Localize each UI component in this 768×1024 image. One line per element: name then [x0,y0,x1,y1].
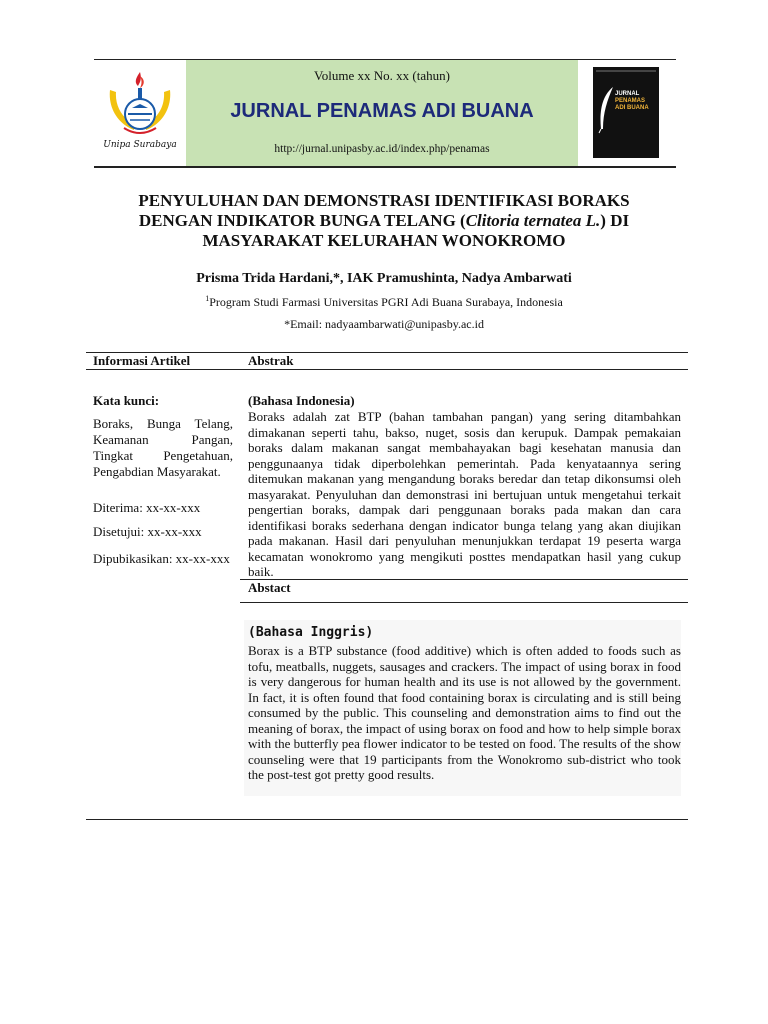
keywords-heading: Kata kunci: [93,393,160,408]
corresponding-email[interactable]: *Email: nadyaambarwati@unipasby.ac.id [284,317,484,331]
received-date: Diterima: xx-xx-xxx [93,500,201,515]
title-species: Clitoria ternatea L. [465,211,601,230]
authors: Prisma Trida Hardani,*, IAK Pramushinta, Nadya Ambarwati [196,271,572,286]
abstract-id-text: Boraks adalah zat BTP (bahan tambahan pangan) yang sering ditambahkan dimakanan seperti tahu, bakso, nuget, sosis dan kerupuk. Dampak pemakaian boraks dalam makanan sangat membahayakan bagi kesehatan manusia dan penggunaanya tidak diperbolehkan pemerintah. Pada kenyataannya sering ditemukan makanan yang mengandung boraks beredar dan tetap dikonsumsi oleh masyarakat. Penyuluhan dan demonstrasi ini bertujuan untuk mengetahui terkait pengertian boraks, dampak dari penggunaan boraks pada makan dan cara identifikasi boraks sederhana dengan indicator bunga telang yang akan diujikan pada makanan. Hasil dari penyuluhan menunjukkan terdapat 19 peserta warga kecamatan wonokromo yang mengikuti posttes mendapatkan hasil yang cukup baik. [248,409,681,579]
abstract-en-header-rule [240,602,688,603]
cover-top-strip [596,70,656,72]
abstract-en-language: (Bahasa Inggris) [248,625,374,640]
header-band [186,60,578,166]
abstract-heading: Abstrak [248,353,294,368]
cover-title-line2: PENAMAS [615,98,646,104]
journal-header [94,60,675,166]
cover-title-line1: JURNAL [615,91,640,97]
title-part2: ) DI MASYARAKAT KELURAHAN WONOKROMO [202,211,630,250]
logo-caption: Unipa Surabaya [103,140,177,150]
cover-title-line3: ADI BUANA [615,105,649,111]
volume-label: Volume xx No. xx (tahun) [314,68,450,83]
cover-image [593,67,659,158]
article-info-heading: Informasi Artikel [93,353,191,368]
article-title [110,191,658,251]
journal-cover [578,60,675,166]
abstract-en-text: Borax is a BTP substance (food additive) which is often added to foods such as tofu, meatballs, nuggets, sausages and crackers. The impact of using borax in food is very dangerous for human health and its use is not allowed by the government. In fact, it is often found that food containing borax is circulating and is still being consumed by the public. This counseling and demonstration aims to find out the meaning of borax, the impact of using borax on food and how to help simple borax with the butterfly pea flower indicator to be tested on food. The results of the show counseling were that 19 participants from the Wonokromo sub-district who took the post-test got pretty good results. [248,643,681,782]
keywords: Boraks, Bunga Telang, Keamanan Pangan, Tingkat Pengetahuan, Pengabdian Masyarakat. [93,416,233,479]
title-part1: PENYULUHAN DAN DEMONSTRASI IDENTIFIKASI BORAKS DENGAN INDIKATOR BUNGA TELANG ( [138,191,630,230]
published-date: Dipubikasikan: xx-xx-xxx [93,551,230,566]
journal-title: JURNAL PENAMAS ADI BUANA [230,100,534,122]
header-bottom-rule [94,166,676,168]
journal-url-link[interactable]: http://jurnal.unipasby.ac.id/index.php/penamas [274,143,490,155]
university-logo [94,60,186,166]
accepted-date: Disetujui: xx-xx-xxx [93,524,202,539]
unipa-emblem-icon [100,68,180,140]
affiliation-text: Program Studi Farmasi Universitas PGRI Adi Buana Surabaya, Indonesia [209,295,563,309]
cover-title [615,91,649,112]
affiliation [90,294,678,310]
affiliation-mark: 1 [205,294,210,303]
abstract-id-language: (Bahasa Indonesia) [248,393,355,408]
abstract-en-heading: Abstact [248,580,291,595]
bottom-rule [86,819,688,820]
info-header-rule [86,369,688,370]
